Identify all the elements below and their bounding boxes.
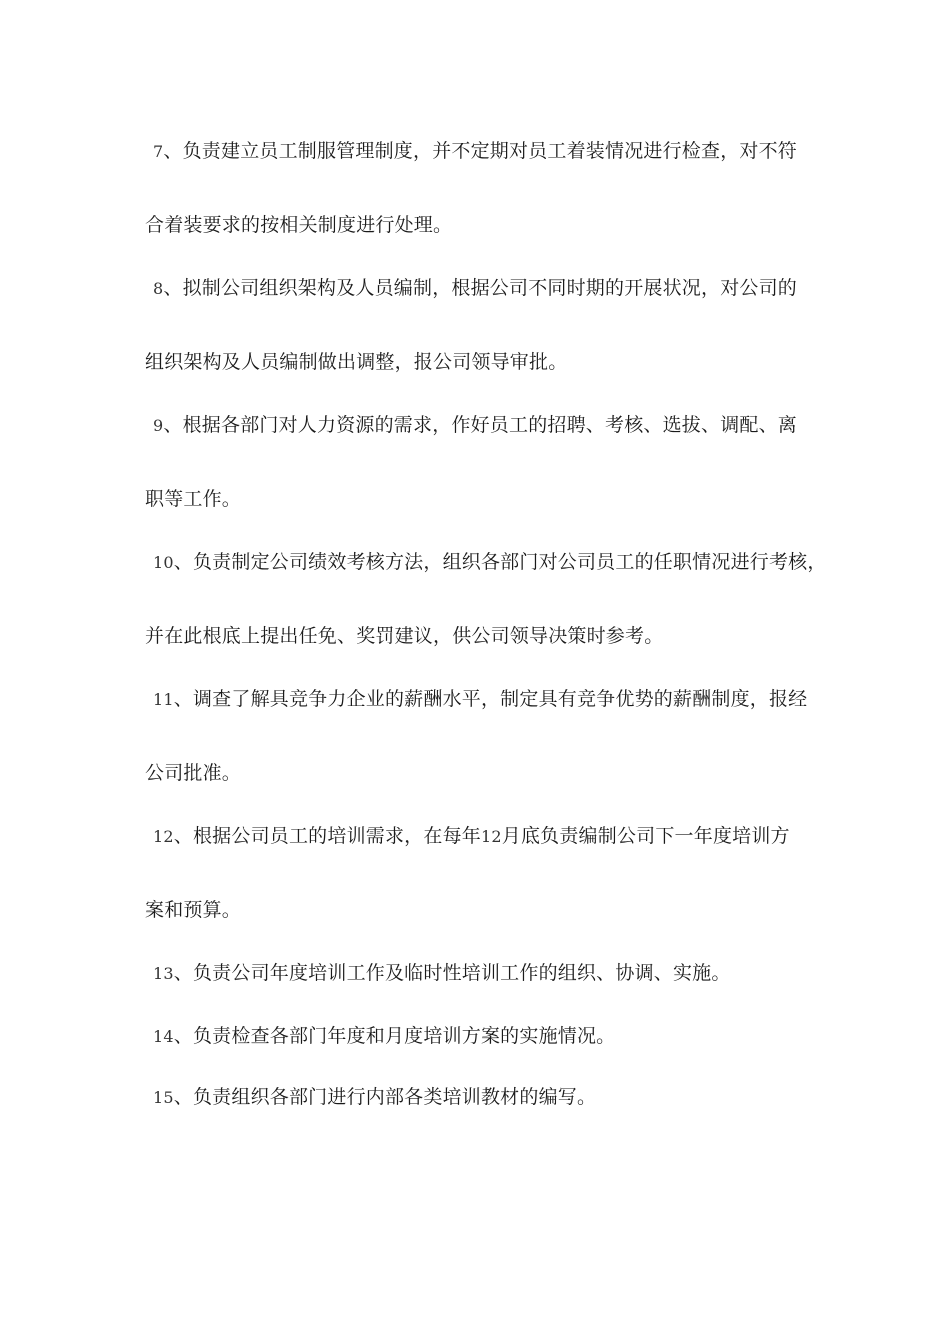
- item-text: 负责检查各部门年度和月度培训方案的实施情况。: [192, 1025, 616, 1047]
- item-13-line-1: [153, 961, 833, 986]
- item-7-line-1: [153, 139, 833, 164]
- item-7-line-2: 合着装要求的按相关制度进行处理。: [145, 214, 453, 236]
- item-9-line-1: [153, 413, 833, 438]
- item-separator: 、: [163, 277, 183, 299]
- inline-number: 12: [480, 827, 502, 846]
- item-text: 拟制公司组织架构及人员编制，根据公司不同时期的开展状况，对公司的: [182, 277, 797, 299]
- item-separator: 、: [173, 551, 193, 573]
- item-text: 负责组织各部门进行内部各类培训教材的编写。: [192, 1086, 597, 1108]
- item-separator: 、: [173, 1025, 193, 1047]
- item-number: 7: [153, 142, 164, 161]
- item-number: 14: [153, 1027, 174, 1046]
- item-number: 8: [153, 279, 164, 298]
- item-separator: 、: [173, 962, 193, 984]
- item-text-a: 根据公司员工的培训需求，在每年: [192, 825, 481, 847]
- item-separator: 、: [163, 414, 183, 436]
- item-separator: 、: [173, 825, 193, 847]
- item-12-line-2: 案和预算。: [145, 899, 242, 921]
- item-number: 12: [153, 827, 174, 846]
- item-number: 13: [153, 964, 174, 983]
- item-11-line-2: 公司批准。: [145, 762, 242, 784]
- item-11-line-1: [153, 687, 833, 712]
- item-8-line-1: [153, 276, 833, 301]
- item-8-line-2: 组织架构及人员编制做出调整，报公司领导审批。: [145, 351, 568, 373]
- item-separator: 、: [173, 688, 193, 710]
- item-text: 负责公司年度培训工作及临时性培训工作的组织、协调、实施。: [192, 962, 731, 984]
- item-10-line-2: 并在此根底上提出任免、奖罚建议，供公司领导决策时参考。: [145, 625, 664, 647]
- item-separator: 、: [173, 1086, 193, 1108]
- item-10-line-1: [153, 550, 833, 575]
- item-14-line-1: [153, 1024, 833, 1049]
- item-separator: 、: [163, 140, 183, 162]
- item-number: 10: [153, 553, 174, 572]
- item-number: 15: [153, 1088, 174, 1107]
- item-text: 负责制定公司绩效考核方法，组织各部门对公司员工的任职情况进行考核，: [192, 551, 827, 573]
- item-text: 调查了解具竞争力企业的薪酬水平，制定具有竞争优势的薪酬制度，报经: [192, 688, 808, 710]
- item-9-line-2: 职等工作。: [145, 488, 242, 510]
- item-number: 11: [153, 690, 174, 709]
- item-number: 9: [153, 416, 164, 435]
- item-text: 负责建立员工制服管理制度，并不定期对员工着装情况进行检查，对不符: [182, 140, 797, 162]
- item-text-b: 月底负责编制公司下一年度培训方: [501, 825, 790, 847]
- item-text: 根据各部门对人力资源的需求，作好员工的招聘、考核、选拔、调配、离: [182, 414, 797, 436]
- item-15-line-1: [153, 1085, 833, 1110]
- item-12-line-1: [153, 824, 833, 849]
